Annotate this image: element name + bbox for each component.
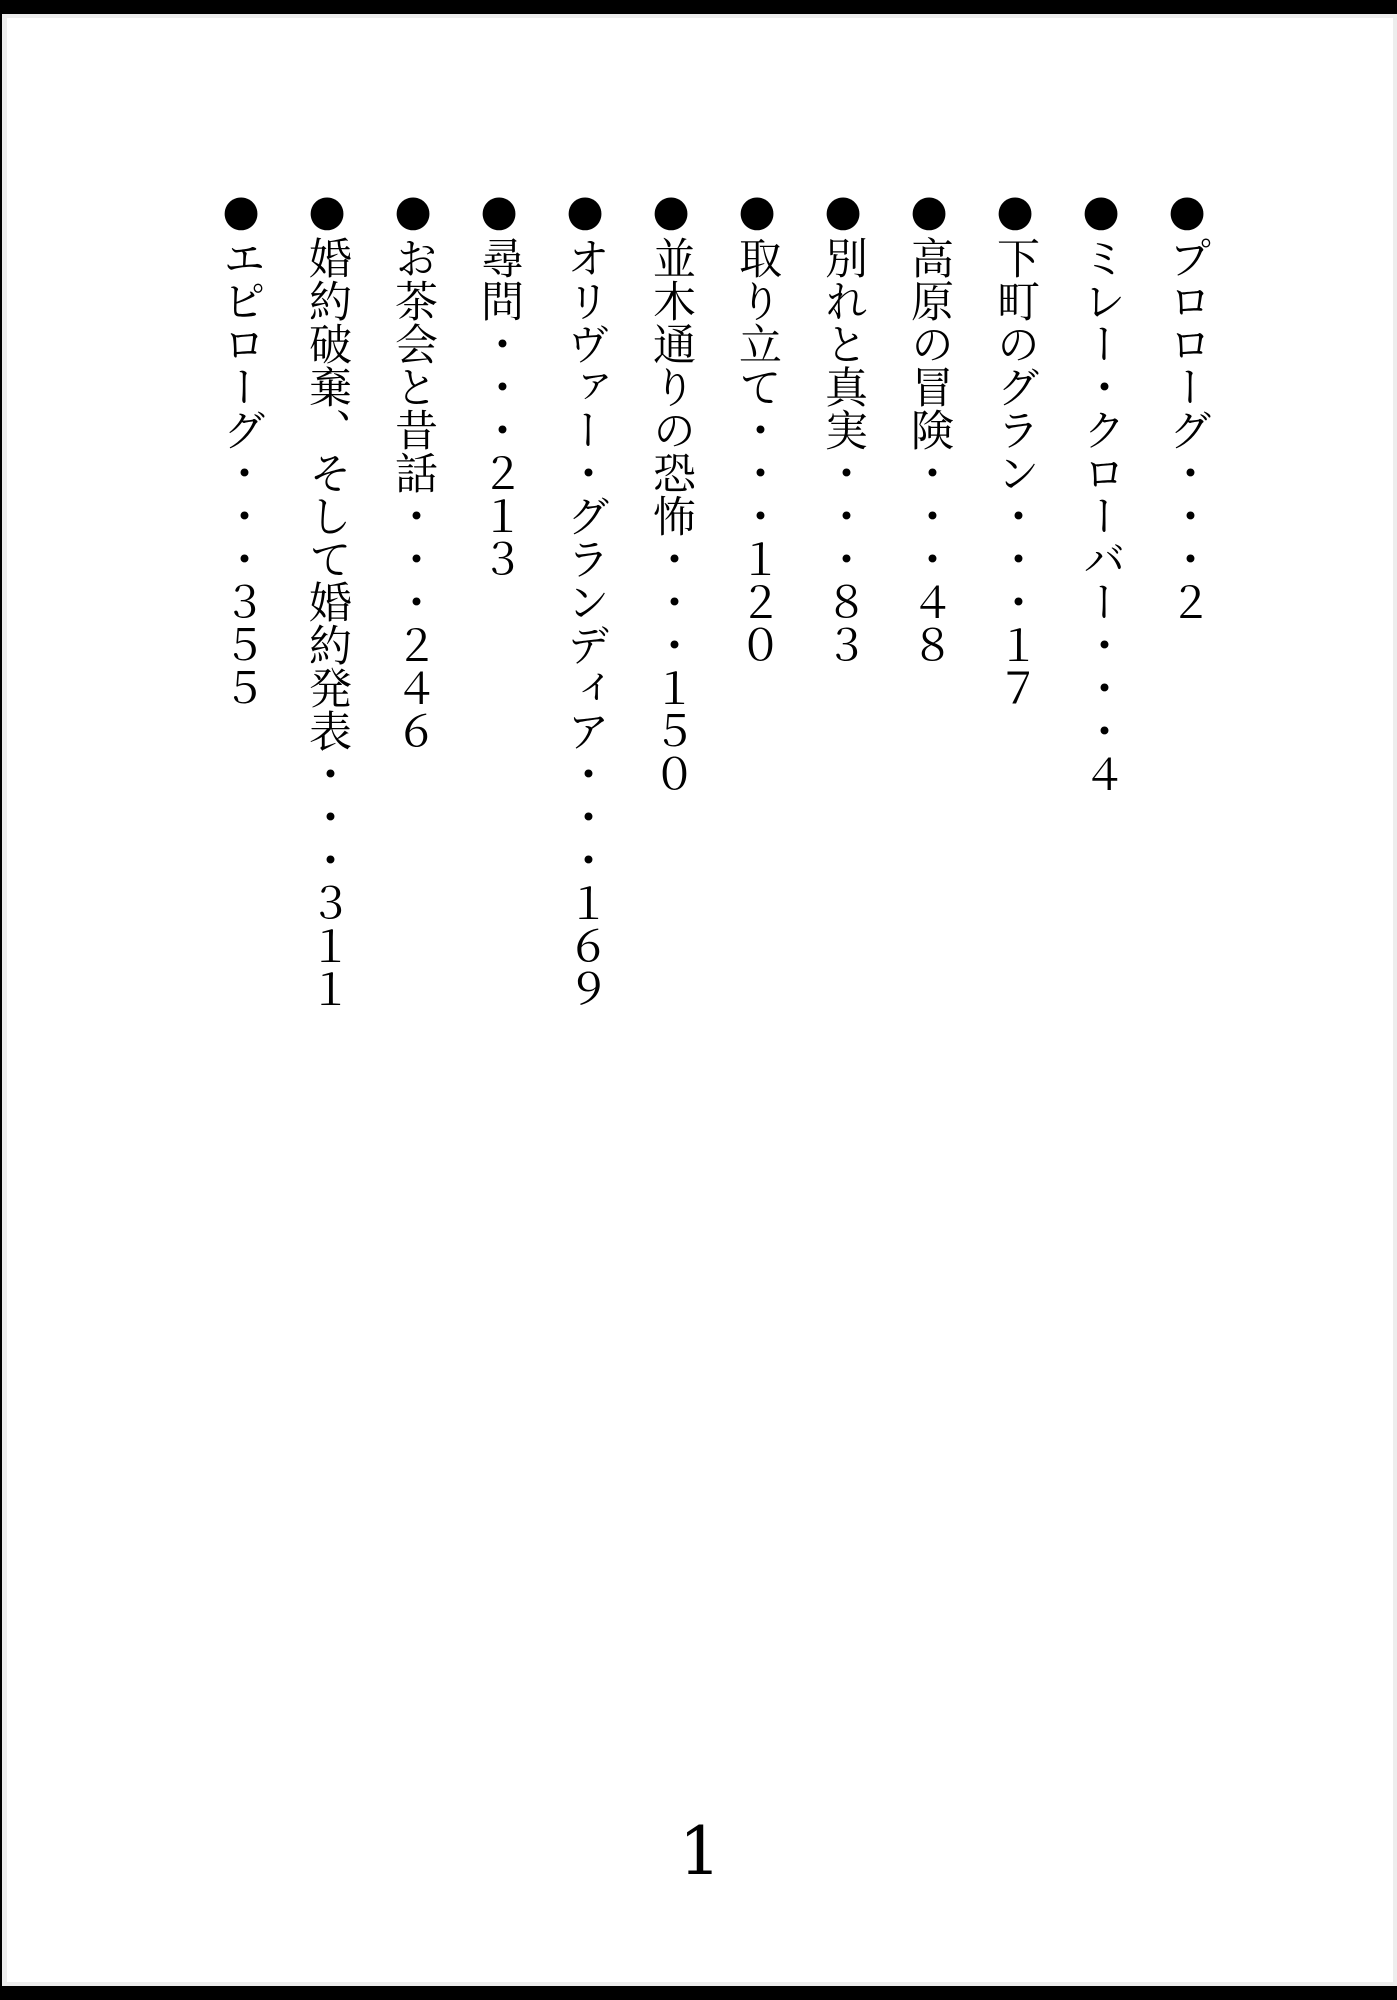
toc-entry: ●オリヴァー・グランディア・・・１６９ <box>560 186 610 1010</box>
toc-entry: ●エピローグ・・・３５５ <box>216 186 266 709</box>
toc-entry: ●婚約破棄、そして婚約発表・・・３１１ <box>302 186 352 1010</box>
toc-entry: ●下町のグラン・・・１７ <box>990 186 1040 709</box>
toc-entry: ●取り立て・・・１２０ <box>732 186 782 666</box>
table-of-contents <box>198 186 1230 1018</box>
toc-entry: ●尋問・・・２１３ <box>474 186 524 580</box>
toc-entry: ●別れと真実・・・８３ <box>818 186 868 666</box>
toc-entry: ●高原の冒険・・・４８ <box>904 186 954 666</box>
toc-entry: ●お茶会と昔話・・・２４６ <box>388 186 438 752</box>
book-page <box>2 14 1397 1986</box>
page-number: 1 <box>679 1813 721 1890</box>
toc-entry: ●プロローグ・・・２ <box>1162 186 1212 623</box>
toc-entry: ●並木通りの恐怖・・・１５０ <box>646 186 696 795</box>
toc-entry: ●ミレー・クローバー・・・４ <box>1076 186 1126 795</box>
